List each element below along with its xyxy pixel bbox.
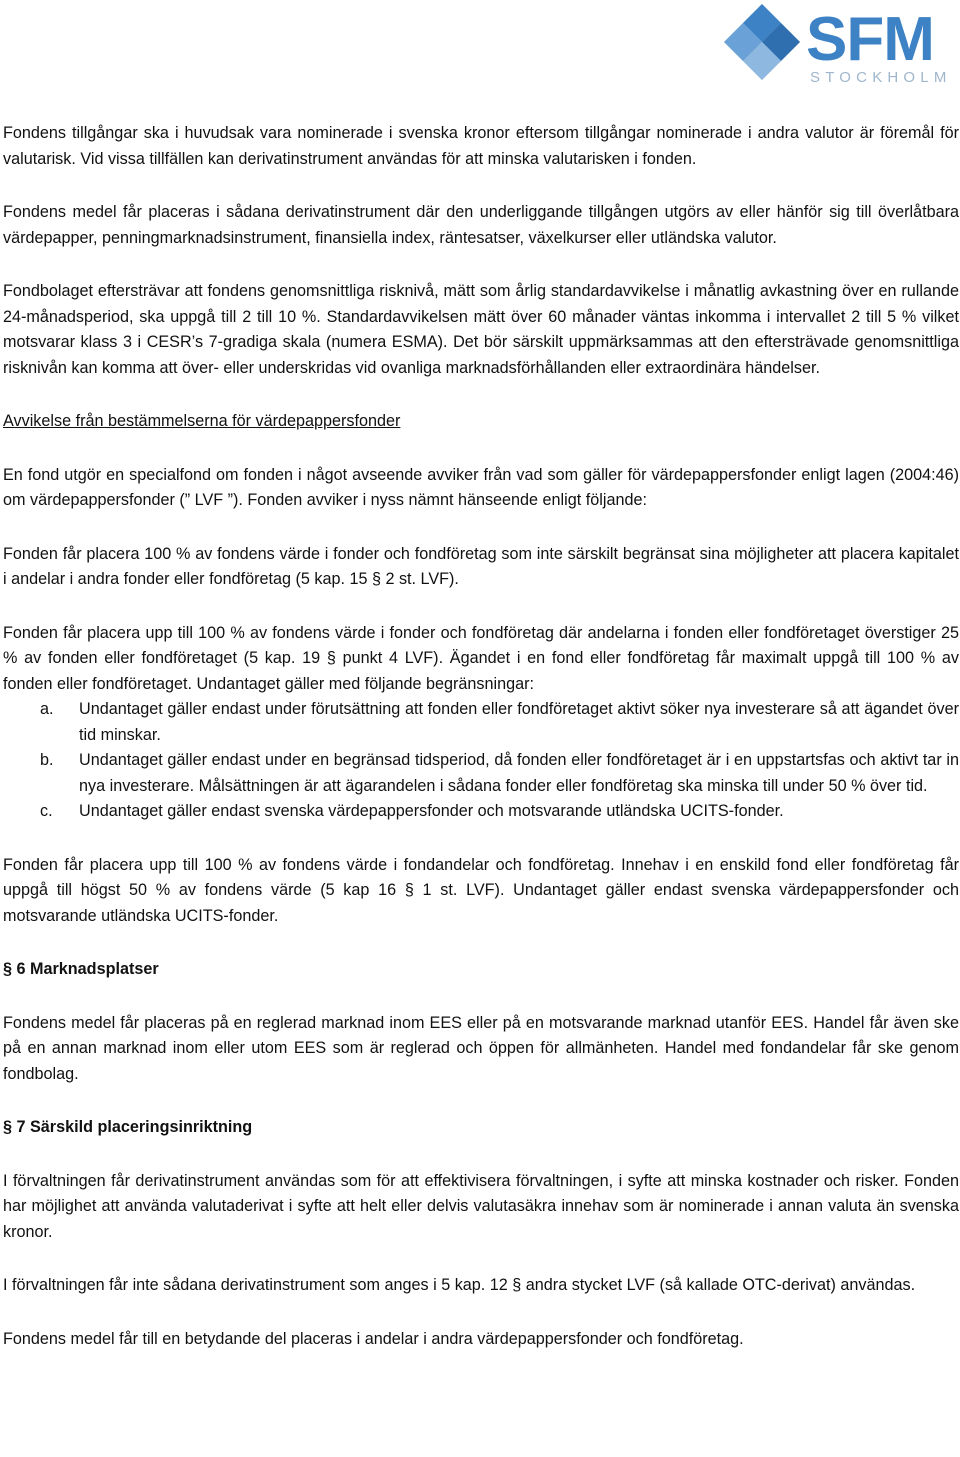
list-item xyxy=(3,799,959,825)
paragraph-marketplaces: Fondens medel får placeras på en reglerad marknad inom EES eller på en motsvarande marknad utanför EES. Handel får även ske på en annan marknad inom eller utom EES som är reglerad och öppen för allmänheten. Handel med fondandelar får ske genom fondbolag. xyxy=(3,1013,959,1083)
list-text: Undantaget gäller endast under förutsättning att fonden eller fondföretaget aktivt söker nya investerare så att ägandet över tid minskar. xyxy=(79,700,959,744)
list-text: Undantaget gäller endast svenska värdepappersfonder och motsvarande utländska UCITS-fonder. xyxy=(79,802,784,820)
sfm-stockholm-logo xyxy=(722,2,958,84)
logo-wordmark: SFM xyxy=(806,5,934,74)
sfm-logo-mark xyxy=(722,2,958,84)
paragraph-currency: Fondens tillgångar ska i huvudsak vara nominerade i svenska kronor eftersom tillgångar nominerade i andra valutor är föremål för valutarisk. Vid vissa tillfällen kan derivatinstrument användas för att minska valutarisken i fonden. xyxy=(3,124,959,168)
paragraph-fund-units: Fonden får placera upp till 100 % av fondens värde i fondandelar och fondföretag. Innehav i en enskild fond eller fondföretag får uppgå till högst 50 % av fondens värde (5 kap 16 § 1 st. LVF). Undantaget gäller endast svenska värdepappersfonder och motsvarande utländska UCITS-fonder. xyxy=(3,855,959,925)
list-marker: c. xyxy=(40,802,53,820)
heading-section-6: § 6 Marknadsplatser xyxy=(3,960,159,978)
paragraph-risk-level: Fondbolaget eftersträvar att fondens genomsnittliga risknivå, mätt som årlig standardavvikelse i månatlig avkastning över en rullande 24-månadsperiod, ska uppgå till 2 till 10 %. Standardavvikelsen mätt över 60 månader väntas inkomma i intervallet 2 till 5 % vilket motsvarar klass 3 i CESR’s 7-gradiga skala (numera ESMA). Det bör särskilt uppmärksammas att den eftersträvade genomsnittliga risknivån kan komma att över- eller underskridas vid ovanliga marknadsförhållanden eller extraordinära händelser. xyxy=(3,282,959,377)
paragraph-ownership: Fonden får placera upp till 100 % av fondens värde i fonder och fondföretag där andelarna i fonden eller fondföretaget överstiger 25 % av fonden eller fondföretaget (5 kap. 19 § punkt 4 LVF). Ägandet i en fond eller fondföretag får maximalt uppgå till 100 % av fonden eller fondföretaget. Undantaget gäller med följande begränsningar: xyxy=(3,623,959,693)
logo-tagline: STOCKHOLM xyxy=(810,69,952,84)
paragraph-fund-placement-100: Fonden får placera 100 % av fondens värde i fonder och fondföretag som inte särskilt begränsat sina möjligheter att placera kapitalet i andelar i andra fonder eller fondföretag (5 kap. 15 § 2 st. LVF). xyxy=(3,544,959,588)
restrictions-list xyxy=(3,697,959,825)
document-body xyxy=(3,121,959,1380)
list-marker: b. xyxy=(40,751,54,769)
list-item xyxy=(3,748,959,799)
paragraph-derivatives-use: I förvaltningen får derivatinstrument användas som för att effektivisera förvaltningen, i syfte att minska kostnader och risker. Fonden har möjlighet att använda valutaderivat i syfte att helt eller delvis valutasäkra innehav som är nominerade i annan valuta än svenska kronor. xyxy=(3,1171,959,1241)
paragraph-fund-of-funds: Fondens medel får till en betydande del placeras i andelar i andra värdepappersfonder och fondföretag. xyxy=(3,1329,744,1348)
diamond-icon xyxy=(724,4,800,80)
list-text: Undantaget gäller endast under en begränsad tidsperiod, då fonden eller fondföretaget är i en uppstartsfas och aktivt tar in nya investerare. Målsättningen är att ägarandelen i sådana fonder eller fondföretag ska minska till under 50 % över tid. xyxy=(79,751,959,795)
list-item xyxy=(3,697,959,748)
paragraph-derivatives-underlying: Fondens medel får placeras i sådana derivatinstrument där den underliggande tillgången utgörs av eller hänför sig till överlåtbara värdepapper, penningmarknadsinstrument, finansiella index, räntesatser, växelkurser eller utländska valutor. xyxy=(3,203,959,247)
list-marker: a. xyxy=(40,700,54,718)
heading-section-7: § 7 Särskild placeringsinriktning xyxy=(3,1118,253,1136)
heading-deviation: Avvikelse från bestämmelserna för värdepappersfonder xyxy=(3,412,401,430)
paragraph-specialfond: En fond utgör en specialfond om fonden i något avseende avviker från vad som gäller för värdepappersfonder enligt lagen (2004:46) om värdepappersfonder (” LVF ”). Fonden avviker i nyss nämnt hänseende enligt följande: xyxy=(3,465,959,509)
paragraph-otc: I förvaltningen får inte sådana derivatinstrument som anges i 5 kap. 12 § andra stycket LVF (så kallade OTC-derivat) användas. xyxy=(3,1276,916,1294)
